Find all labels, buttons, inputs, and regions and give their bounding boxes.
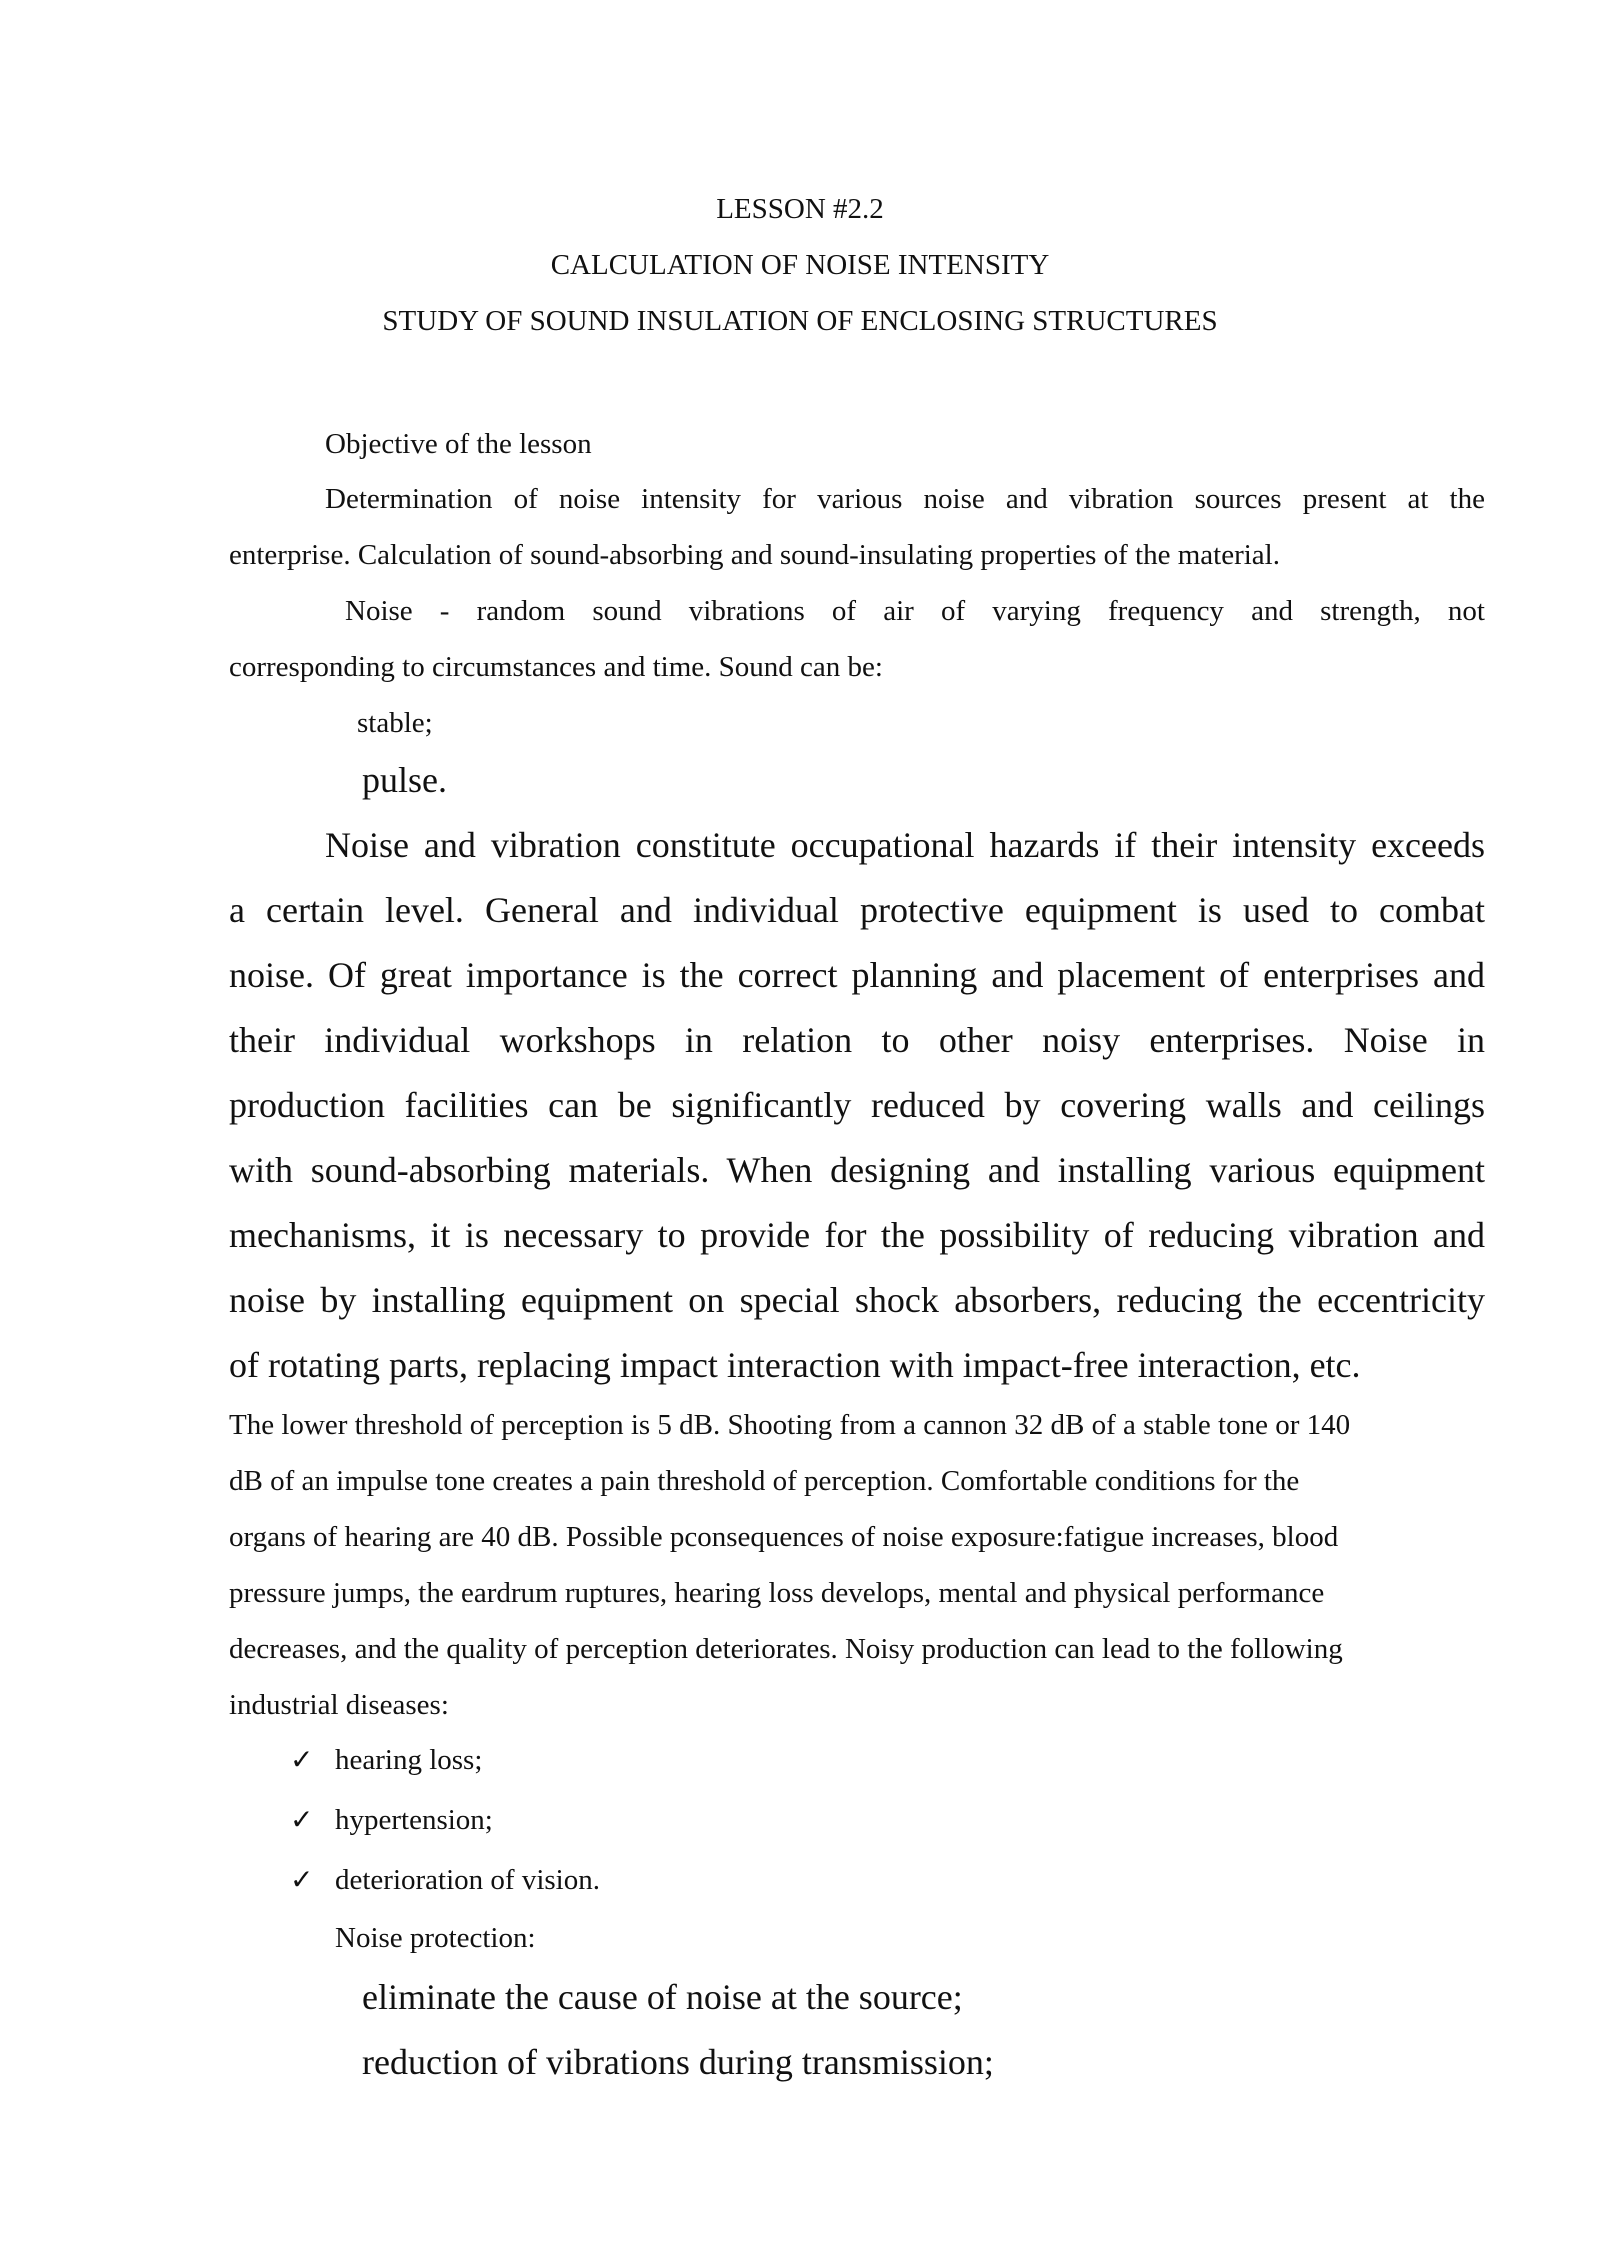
objective-line-1: Determination of noise intensity for various noise and vibration sources present at the bbox=[325, 483, 1485, 515]
paragraph-line-1: Noise and vibration constitute occupational hazards if their intensity exceeds bbox=[325, 825, 1485, 865]
lesson-subtitle: STUDY OF SOUND INSULATION OF ENCLOSING STRUCTURES bbox=[382, 305, 1218, 337]
sound-type-pulse: pulse. bbox=[362, 760, 447, 800]
objective-line-2: enterprise. Calculation of sound-absorbing and sound-insulating properties of the material. bbox=[229, 539, 1280, 571]
paragraph-line-9: of rotating parts, replacing impact interaction with impact-free interaction, etc. bbox=[229, 1345, 1361, 1385]
sound-type-stable: stable; bbox=[357, 707, 433, 739]
threshold-line-2: dB of an impulse tone creates a pain threshold of perception. Comfortable conditions for the bbox=[229, 1465, 1300, 1497]
noise-definition-line-1: Noise - random sound vibrations of air of varying frequency and strength, not bbox=[345, 595, 1485, 627]
threshold-line-5: decreases, and the quality of perception deteriorates. Noisy production can lead to the following bbox=[229, 1633, 1343, 1665]
objective-heading: Objective of the lesson bbox=[325, 428, 592, 460]
paragraph-line-8: noise by installing equipment on special shock absorbers, reducing the eccentricity bbox=[229, 1280, 1485, 1320]
noise-definition-line-2: corresponding to circumstances and time. Sound can be: bbox=[229, 651, 883, 683]
threshold-line-4: pressure jumps, the eardrum ruptures, hearing loss develops, mental and physical performance bbox=[229, 1577, 1325, 1609]
disease-label: hearing loss; bbox=[335, 1744, 483, 1776]
protection-item: reduction of vibrations during transmission; bbox=[362, 2042, 994, 2082]
protection-heading: Noise protection: bbox=[335, 1922, 536, 1954]
checkmark-icon: ✓ bbox=[290, 1743, 314, 1776]
disease-list-item bbox=[290, 1803, 493, 1837]
disease-list-item bbox=[290, 1743, 482, 1777]
threshold-line-3: organs of hearing are 40 dB. Possible pconsequences of noise exposure:fatigue increases, blood bbox=[229, 1521, 1339, 1553]
threshold-line-1: The lower threshold of perception is 5 dB. Shooting from a cannon 32 dB of a stable tone or 140 bbox=[229, 1409, 1351, 1441]
lesson-number: LESSON #2.2 bbox=[716, 193, 884, 225]
paragraph-line-3: noise. Of great importance is the correct planning and placement of enterprises and bbox=[229, 955, 1485, 995]
protection-item: eliminate the cause of noise at the source; bbox=[362, 1977, 963, 2017]
disease-label: deterioration of vision. bbox=[335, 1864, 600, 1896]
threshold-line-6: industrial diseases: bbox=[229, 1689, 449, 1721]
paragraph-line-7: mechanisms, it is necessary to provide for the possibility of reducing vibration and bbox=[229, 1215, 1485, 1255]
paragraph-line-4: their individual workshops in relation to other noisy enterprises. Noise in bbox=[229, 1020, 1485, 1060]
checkmark-icon: ✓ bbox=[290, 1863, 314, 1896]
paragraph-line-2: a certain level. General and individual protective equipment is used to combat bbox=[229, 890, 1485, 930]
lesson-title: CALCULATION OF NOISE INTENSITY bbox=[550, 249, 1050, 281]
disease-list-item bbox=[290, 1863, 600, 1897]
disease-label: hypertension; bbox=[335, 1804, 493, 1836]
checkmark-icon: ✓ bbox=[290, 1803, 314, 1836]
paragraph-line-6: with sound-absorbing materials. When designing and installing various equipment bbox=[229, 1150, 1485, 1190]
paragraph-line-5: production facilities can be significantly reduced by covering walls and ceilings bbox=[229, 1085, 1485, 1125]
